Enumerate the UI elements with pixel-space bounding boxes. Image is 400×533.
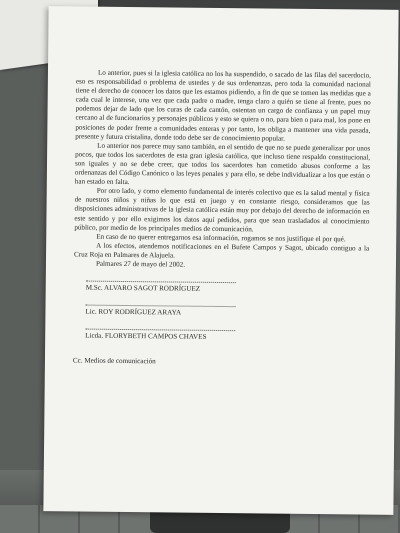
signature-line xyxy=(86,305,236,308)
signatory-name: M.Sc. ALVARO SAGOT RODRÍGUEZ xyxy=(85,283,201,293)
letter-page xyxy=(43,6,398,515)
paragraph: A los efectos, atendemos notificaciones en el Bufete Campos y Sagot, ubicado contiguo a la Cruz Roja en Palmares de Alajuela. xyxy=(74,241,370,260)
signature-block xyxy=(73,281,369,344)
paragraph: Lo anterior nos parece muy sano también, en el sentido de que no se puede generalizar por unos pocos, que todos los sacerdotes de esta gran iglesia católica, que incluso tiene respaldo constitucional, son iguales y no se debe creer, que todos los sacerdotes han cometido abusos conforme a las ordenanzas del Código Canónico o las leyes penales y para ello, se debe individualizar a los que están o han estado en falta. xyxy=(74,141,371,187)
signatory-name: Licda. FLORYBETH CAMPOS CHAVES xyxy=(85,331,207,342)
paragraph: En caso de no querer entregarnos esa información, rogamos se nos justifique el por qué. xyxy=(96,232,346,243)
letter-body xyxy=(73,68,371,369)
signature-line xyxy=(86,281,236,284)
signatory-name: Lic. ROY RODRÍGUEZ ARAYA xyxy=(85,307,182,317)
paragraph: Por otro lado, y como elemento fundamental de interés colectivo que es la salud mental y física de nuestros niños y niñas lo que está en juego y en constante riesgo, consideramos que las disposiciones administrativas de la iglesia católica están muy por debajo del derecho de información en este sentido y por ello exigimos los datos aquí pedidos, para que sean trasladados al conocimiento público, por medio de los principales medios de comunicación. xyxy=(74,186,370,233)
paragraph: Lo anterior, pues si la iglesia católica no los ha suspendido, o sacado de las filas del sacerdocio, eso es responsabilidad o problema de ustedes y de sus ordenanzas, pero toda la comunidad nacional tiene el derecho de conocer los datos que les estamos pidiendo, a fin de que se tomen las medidas que a cada cual le interese, una vez que cada padre o madre, tenga claro a quién se tiene al frente, pues no podemos dejar de lado que los curas de cada cantón, ostentan un cargo de confianza y un papel muy cercano al de funcionarios y personajes públicos y esto se quiera o no, para bien o para mal, los pone en posiciones de poder frente a comunidades enteras y por tanto, los obliga a mantener una vida pasada, presente y futura cristalina, donde todo debe ser de conocimiento popular. xyxy=(75,68,371,143)
signature-line xyxy=(85,329,235,332)
carbon-copy: Cc. Medios de comunicación xyxy=(72,356,156,366)
place-date: Palmares 27 de mayo del 2002. xyxy=(95,259,186,269)
